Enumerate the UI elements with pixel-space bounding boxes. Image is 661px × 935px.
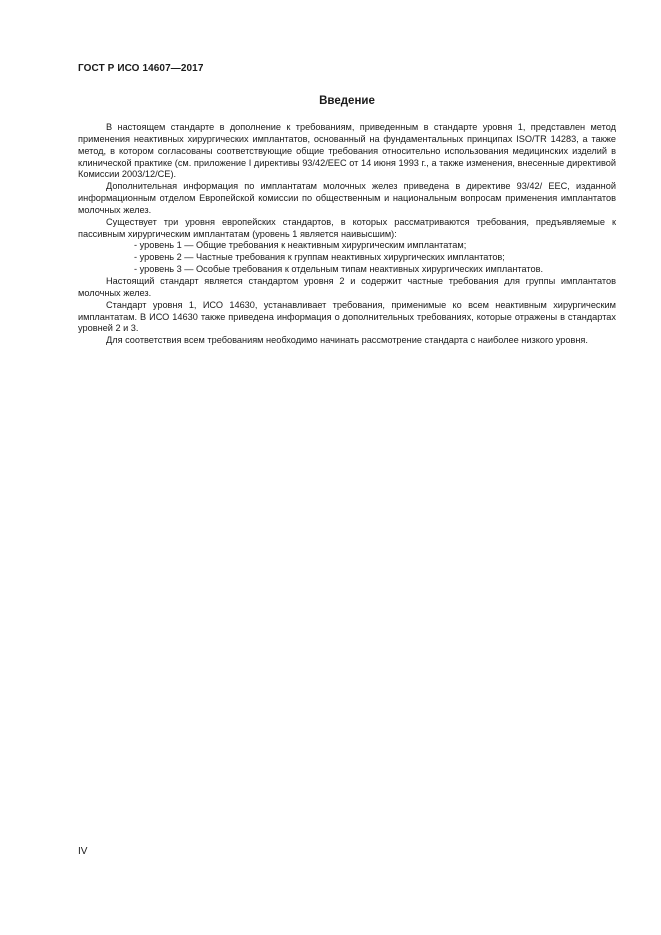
list-item-level-1: - уровень 1 — Общие требования к неактивным хирургическим имплантатам; — [134, 240, 467, 251]
document-id: ГОСТ Р ИСО 14607—2017 — [78, 63, 204, 74]
list-item-level-3: - уровень 3 — Особые требования к отдельным типам неактивных хирургических имплантатов. — [134, 264, 544, 275]
paragraph: Стандарт уровня 1, ИСО 14630, устанавливает требования, применимые ко всем неактивным хирургическим имплантатам. В ИСО 14630 также приведена информация о дополнительных требованиях, которые отражены в стандартах уровней 2 и 3. — [78, 299, 616, 334]
paragraph: Существует три уровня европейских стандартов, в которых рассматриваются требования, предъявляемые к пассивным хирургическим имплантатам (уровень 1 является наивысшим): — [78, 216, 616, 239]
page-number: IV — [78, 846, 88, 857]
paragraph: Настоящий стандарт является стандартом уровня 2 и содержит частные требования для группы имплантатов молочных желез. — [78, 275, 616, 298]
paragraph: В настоящем стандарте в дополнение к требованиям, приведенным в стандарте уровня 1, представлен метод применения неактивных хирургических имплантатов, основанный на фундаментальных принципах ISO/TR 14283, а также метод, в котором согласованы соответствующие общие требования относительно использования медицинских изделий в клинической практике (см. приложение I директивы 93/42/EEC от 14 июня 1993 г., а также изменения, внесенные директивой Комиссии 2003/12/CE). — [78, 122, 616, 180]
paragraph: Дополнительная информация по имплантатам молочных желез приведена в директиве 93/42/ EEC, изданной информационным отделом Европейской комиссии по общественным и национальным вопросам применения имплантатов молочных желез. — [78, 181, 616, 215]
section-title: Введение — [319, 95, 375, 107]
document-body — [78, 122, 616, 347]
paragraph: Для соответствия всем требованиям необходимо начинать рассмотрение стандарта с наиболее низкого уровня. — [106, 335, 588, 346]
list-item-level-2: - уровень 2 — Частные требования к группам неактивных хирургических имплантатов; — [134, 252, 505, 263]
